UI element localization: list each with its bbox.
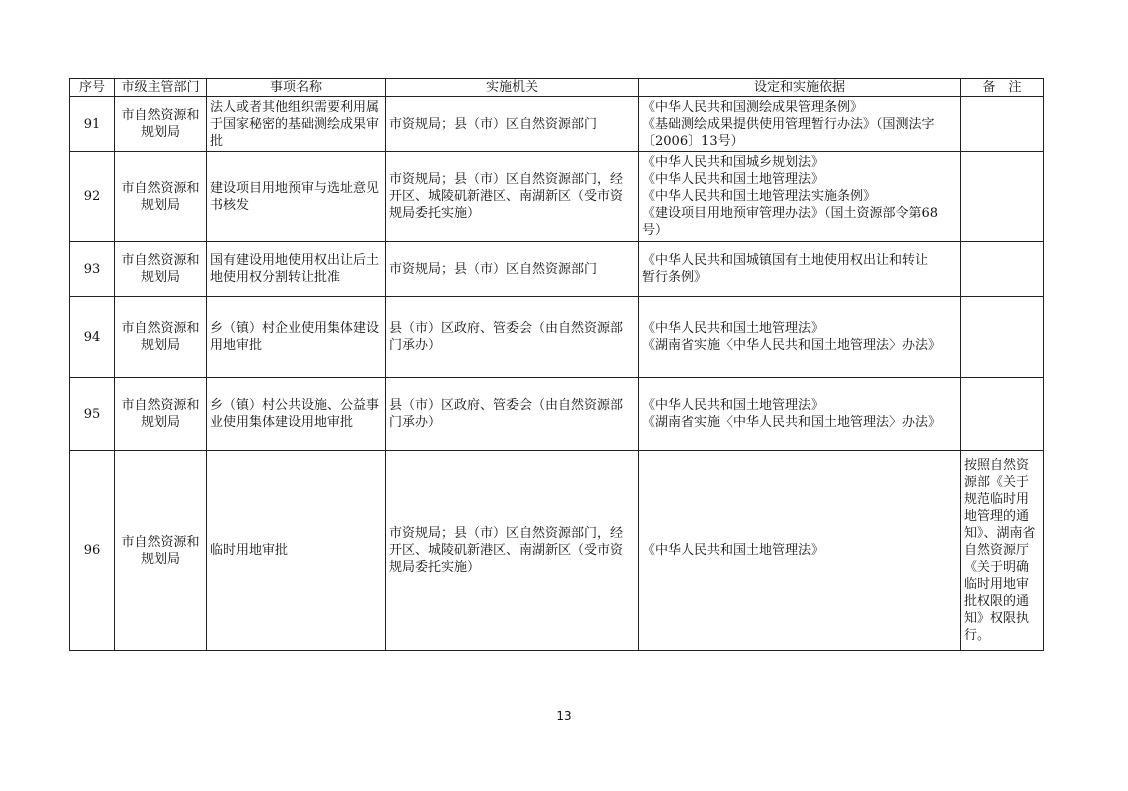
cell-remark <box>961 97 1044 152</box>
cell-department: 市自然资源和规划局 <box>115 97 207 152</box>
cell-agency: 市资规局；县（市）区自然资源部门，经开区、城陵矶新港区、南湖新区（受市资规局委托实施） <box>386 451 639 651</box>
basis-line: 〔2006〕13号） <box>642 133 744 149</box>
cell-remark: 按照自然资源部《关于规范临时用地管理的通知》、湖南省自然资源厅《关于明确临时用地审批权限的通知》权限执行。 <box>961 451 1044 651</box>
table-row <box>70 97 1044 152</box>
basis-line: 《中华人民共和国测绘成果管理条例》 <box>642 99 864 115</box>
basis-line: 暂行条例》 <box>642 270 708 285</box>
header-remark: 备 注 <box>961 79 1044 97</box>
basis-line: 号） <box>642 223 669 238</box>
table-header-row <box>70 79 1044 97</box>
table-row <box>70 451 1044 651</box>
basis-line: 《中华人民共和国土地管理法》 <box>642 172 825 187</box>
cell-item-name: 乡（镇）村公共设施、公益事业使用集体建设用地审批 <box>207 378 386 451</box>
cell-item-name: 临时用地审批 <box>207 451 386 651</box>
basis-line: 《建设项目用地预审管理办法》（国土资源部令第68 <box>642 206 939 221</box>
table-row <box>70 378 1044 451</box>
basis-line: 《中华人民共和国土地管理法》 <box>642 321 825 336</box>
cell-basis <box>639 378 961 451</box>
cell-remark <box>961 152 1044 242</box>
basis-line: 《中华人民共和国城乡规划法》 <box>642 155 825 170</box>
basis-line: 《中华人民共和国土地管理法》 <box>642 398 825 413</box>
header-agency: 实施机关 <box>386 79 639 97</box>
basis-line: 《中华人民共和国城镇国有土地使用权出让和转让 <box>642 253 929 268</box>
cell-no: 94 <box>70 297 115 378</box>
table-row <box>70 242 1044 297</box>
cell-no: 92 <box>70 152 115 242</box>
cell-item-name: 建设项目用地预审与选址意见书核发 <box>207 152 386 242</box>
cell-department: 市自然资源和规划局 <box>115 378 207 451</box>
cell-item-name: 法人或者其他组织需要利用属于国家秘密的基础测绘成果审批 <box>207 97 386 152</box>
cell-department: 市自然资源和规划局 <box>115 152 207 242</box>
basis-line: 《湖南省实施〈中华人民共和国土地管理法〉办法》 <box>642 338 942 353</box>
items-table <box>69 78 1044 651</box>
cell-no: 95 <box>70 378 115 451</box>
basis-line: 《湖南省实施〈中华人民共和国土地管理法〉办法》 <box>642 415 942 430</box>
basis-line: 《中华人民共和国土地管理法》 <box>642 543 825 558</box>
cell-no: 96 <box>70 451 115 651</box>
basis-line: 《中华人民共和国土地管理法实施条例》 <box>642 189 877 204</box>
cell-item-name: 乡（镇）村企业使用集体建设用地审批 <box>207 297 386 378</box>
cell-basis <box>639 242 961 297</box>
cell-agency: 市资规局；县（市）区自然资源部门 <box>386 242 639 297</box>
cell-agency: 市资规局；县（市）区自然资源部门，经开区、城陵矶新港区、南湖新区（受市资规局委托实施） <box>386 152 639 242</box>
cell-no: 93 <box>70 242 115 297</box>
cell-no: 91 <box>70 97 115 152</box>
cell-agency: 县（市）区政府、管委会（由自然资源部门承办） <box>386 378 639 451</box>
table-row <box>70 152 1044 242</box>
cell-remark <box>961 297 1044 378</box>
header-item-name: 事项名称 <box>207 79 386 97</box>
cell-remark <box>961 378 1044 451</box>
cell-basis <box>639 152 961 242</box>
cell-agency: 市资规局；县（市）区自然资源部门 <box>386 97 639 152</box>
table-row <box>70 297 1044 378</box>
cell-department: 市自然资源和规划局 <box>115 297 207 378</box>
cell-remark <box>961 242 1044 297</box>
page-number: 13 <box>556 709 572 723</box>
cell-basis <box>639 97 961 152</box>
basis-line: 《基础测绘成果提供使用管理暂行办法》（国测法字 <box>642 116 935 132</box>
cell-basis <box>639 297 961 378</box>
cell-item-name: 国有建设用地使用权出让后土地使用权分割转让批准 <box>207 242 386 297</box>
header-basis: 设定和实施依据 <box>639 79 961 97</box>
header-no: 序号 <box>70 79 115 97</box>
cell-department: 市自然资源和规划局 <box>115 451 207 651</box>
header-department: 市级主管部门 <box>115 79 207 97</box>
cell-agency: 县（市）区政府、管委会（由自然资源部门承办） <box>386 297 639 378</box>
cell-basis <box>639 451 961 651</box>
cell-department: 市自然资源和规划局 <box>115 242 207 297</box>
